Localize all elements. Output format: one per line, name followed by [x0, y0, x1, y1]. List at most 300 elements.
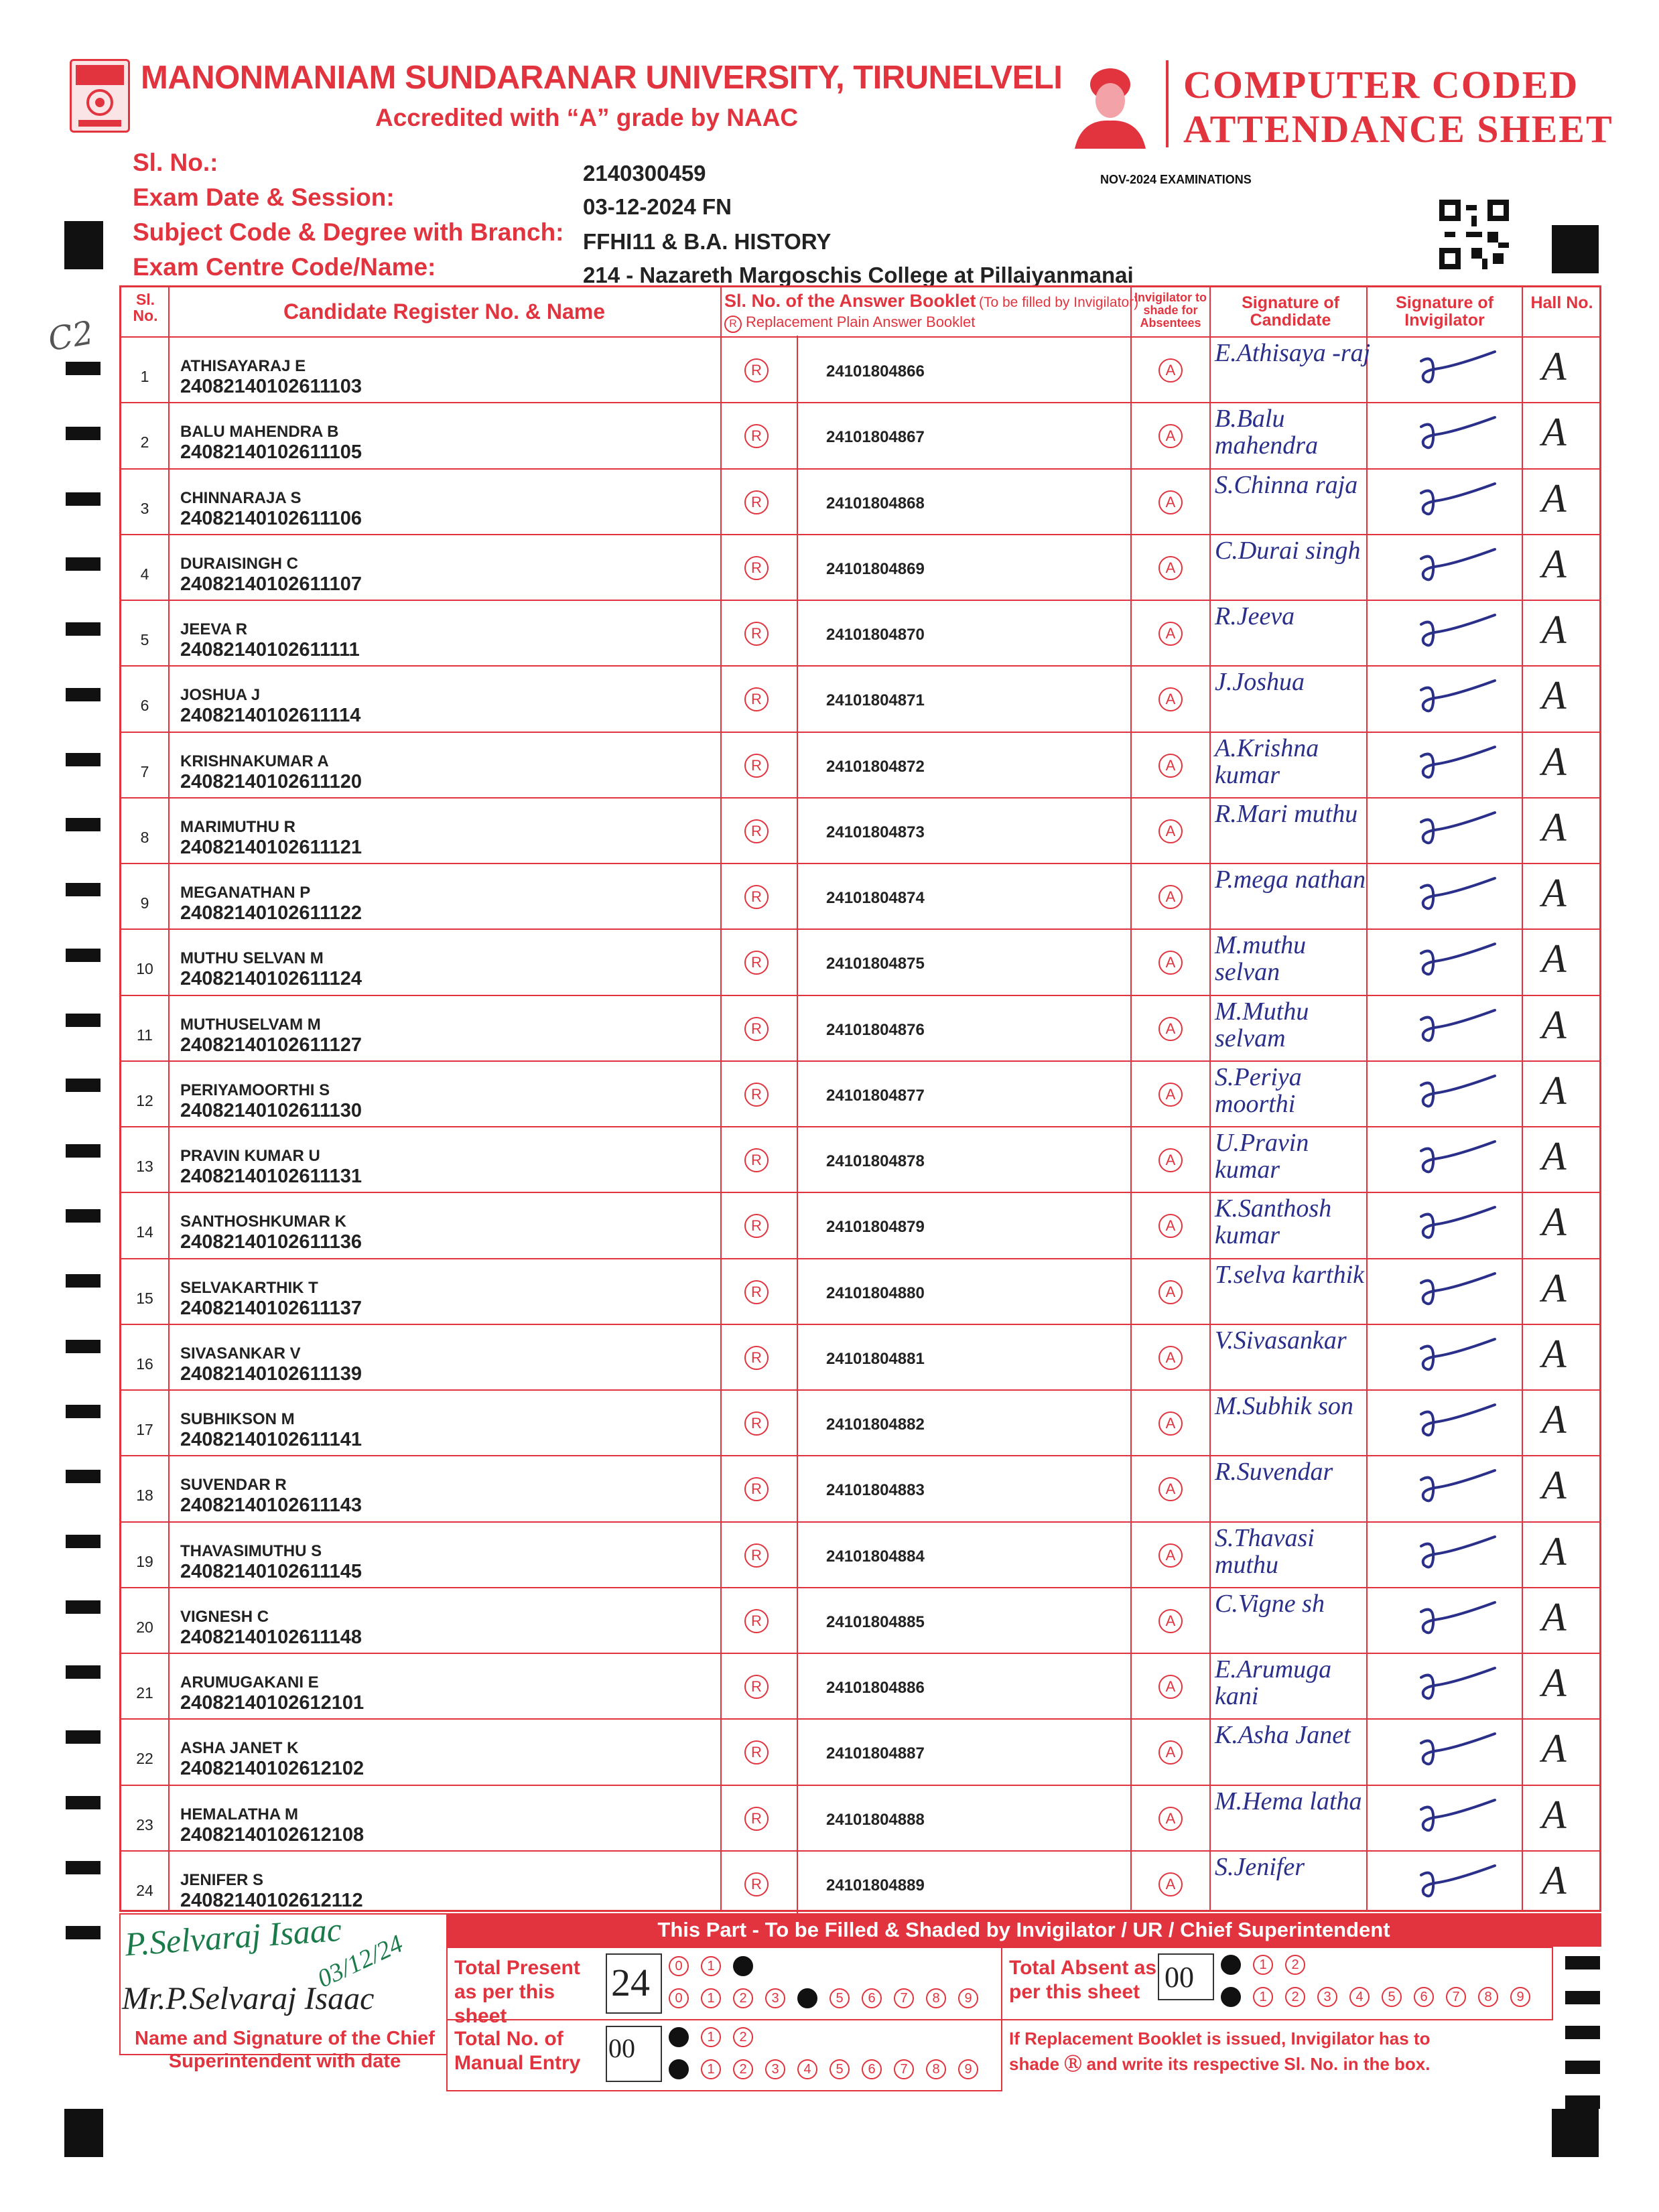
invigilator-signature — [1414, 1860, 1502, 1907]
timing-mark — [66, 362, 101, 375]
booklet-no: 24101804867 — [826, 428, 925, 447]
candidate-name: DURAISINGH C — [180, 554, 299, 573]
absent-bubble[interactable]: A — [1158, 687, 1183, 711]
candidate-signature: M.muthu selvan — [1215, 931, 1307, 987]
cs-date: 03/12/24 — [313, 1929, 407, 1994]
hall-no: A — [1542, 871, 1567, 915]
register-no: 24082140102611143 — [180, 1495, 362, 1517]
candidate-name: VIGNESH C — [180, 1607, 269, 1626]
university-logo — [70, 59, 130, 133]
hall-no: A — [1542, 1661, 1567, 1705]
invigilator-signature — [1414, 939, 1502, 985]
absent-tens-bubbles: 0 1 2 — [1221, 1955, 1317, 1975]
register-no: 24082140102611131 — [180, 1166, 362, 1187]
candidate-name: ATHISAYARAJ E — [180, 357, 306, 375]
hall-no: A — [1542, 1200, 1567, 1245]
row-sl-no: 4 — [140, 565, 149, 583]
candidate-name: MEGANATHAN P — [180, 884, 311, 902]
candidate-name: KRISHNAKUMAR A — [180, 752, 329, 770]
header-absentees: Invigilator to shade for Absentees — [1134, 291, 1207, 330]
table-row — [121, 600, 1599, 666]
invigilator-signature — [1414, 544, 1502, 591]
corner-mark-bottom-right — [1552, 2109, 1599, 2157]
replacement-bubble[interactable]: R — [744, 556, 769, 580]
sl-no-label: Sl. No.: — [133, 149, 218, 176]
absent-bubble[interactable]: A — [1158, 1214, 1183, 1238]
present-units-bubbles: 0 1 2 3 4 5 6 7 8 9 — [669, 1988, 990, 2008]
booklet-no: 24101804882 — [826, 1415, 925, 1434]
absent-bubble[interactable]: A — [1158, 424, 1183, 448]
booklet-no: 24101804872 — [826, 757, 925, 776]
row-sl-no: 12 — [136, 1091, 153, 1109]
table-row — [121, 1324, 1599, 1390]
hall-no: A — [1542, 937, 1567, 981]
absent-units-bubbles: 0 1 2 3 4 5 6 7 8 9 — [1221, 1987, 1542, 2007]
candidate-name: CHINNARAJA S — [180, 488, 302, 507]
replacement-bubble[interactable]: R — [744, 1543, 769, 1568]
invigilator-signature — [1414, 1005, 1502, 1052]
absent-bubble[interactable]: A — [1158, 1543, 1183, 1568]
hall-no: A — [1542, 673, 1567, 718]
replacement-bubble[interactable]: R — [744, 1346, 769, 1370]
absent-bubble[interactable]: A — [1158, 556, 1183, 580]
absent-label: Total Absent as per this sheet — [1009, 1957, 1157, 2003]
absent-bubble[interactable]: A — [1158, 1148, 1183, 1172]
absent-bubble[interactable]: A — [1158, 1346, 1183, 1370]
absent-bubble[interactable]: A — [1158, 885, 1183, 909]
register-no: 24082140102611130 — [180, 1099, 362, 1121]
timing-mark — [66, 427, 101, 440]
candidate-signature: C.Vigne sh — [1215, 1589, 1325, 1618]
register-no: 24082140102611141 — [180, 1429, 362, 1450]
header-booklet-title: Sl. No. of the Answer Booklet — [724, 291, 976, 311]
row-sl-no: 13 — [136, 1158, 153, 1175]
candidate-signature: B.Balu mahendra — [1215, 405, 1319, 460]
invigilator-signature — [1414, 1202, 1502, 1249]
header-replacement: Replacement Plain Answer Booklet — [746, 314, 976, 331]
candidate-name: JENIFER S — [180, 1870, 264, 1889]
candidate-name: MUTHUSELVAM M — [180, 1015, 321, 1034]
replacement-bubble[interactable]: R — [744, 1214, 769, 1238]
present-value: 24 — [611, 1961, 650, 2004]
booklet-no: 24101804886 — [826, 1679, 925, 1697]
invigilator-signature — [1414, 478, 1502, 525]
candidate-signature: E.Athisaya -raj — [1215, 339, 1371, 367]
row-sl-no: 22 — [136, 1750, 153, 1768]
absent-value: 00 — [1165, 1961, 1194, 1994]
table-row — [121, 798, 1599, 863]
booklet-no: 24101804878 — [826, 1152, 925, 1170]
table-row — [121, 1588, 1599, 1653]
timing-mark — [66, 1014, 101, 1027]
row-sl-no: 1 — [140, 368, 149, 385]
row-sl-no: 15 — [136, 1289, 153, 1307]
replacement-bubble[interactable]: R — [744, 1609, 769, 1633]
absent-bubble[interactable]: A — [1158, 1807, 1183, 1831]
invigilator-signature — [1414, 1268, 1502, 1315]
invigilator-signature — [1414, 1597, 1502, 1644]
replacement-bubble[interactable]: R — [744, 490, 769, 514]
register-no: 24082140102611121 — [180, 836, 362, 858]
absent-bubble[interactable]: A — [1158, 1609, 1183, 1633]
table-row — [121, 1390, 1599, 1456]
hall-no: A — [1542, 1002, 1567, 1047]
candidate-name: MUTHU SELVAN M — [180, 949, 324, 968]
replacement-bubble[interactable]: R — [744, 1148, 769, 1172]
footer-banner: This Part - To be Filled & Shaded by Invigilator / UR / Chief Superintendent — [446, 1913, 1601, 1947]
table-row — [121, 403, 1599, 468]
register-no: 24082140102611122 — [180, 902, 362, 924]
register-no: 24082140102611139 — [180, 1363, 362, 1385]
timing-mark — [66, 557, 101, 571]
candidate-signature: R.Mari muthu — [1215, 799, 1358, 828]
candidate-signature: M.Hema latha — [1215, 1787, 1362, 1815]
table-row — [121, 995, 1599, 1061]
subject-value: FFHI11 & B.A. HISTORY — [583, 229, 832, 254]
hall-no: A — [1542, 1594, 1567, 1639]
present-tens-bubbles: 0 1 2 — [669, 1956, 765, 1976]
absent-bubble[interactable]: A — [1158, 490, 1183, 514]
hall-no: A — [1542, 1792, 1567, 1837]
register-no: 24082140102611111 — [180, 639, 360, 661]
hall-no: A — [1542, 805, 1567, 849]
booklet-no: 24101804889 — [826, 1876, 925, 1894]
timing-mark — [66, 1861, 101, 1874]
manual-units-bubbles: 0 1 2 3 4 5 6 7 8 9 — [669, 2059, 990, 2079]
row-sl-no: 3 — [140, 499, 149, 517]
header-sl-no: Sl. No. — [133, 291, 158, 325]
candidate-signature: S.Jenifer — [1215, 1852, 1305, 1881]
sheet-title-line1: COMPUTER CODED — [1183, 63, 1579, 107]
absent-bubble[interactable]: A — [1158, 951, 1183, 975]
booklet-no: 24101804879 — [826, 1218, 925, 1237]
booklet-no: 24101804875 — [826, 955, 925, 973]
candidate-name: JEEVA R — [180, 620, 248, 638]
invigilator-signature — [1414, 873, 1502, 920]
replacement-bubble[interactable]: R — [744, 622, 769, 646]
timing-mark — [66, 1274, 101, 1288]
timing-mark — [66, 1079, 101, 1092]
candidate-name: HEMALATHA M — [180, 1805, 298, 1823]
invigilator-signature — [1414, 807, 1502, 854]
row-sl-no: 19 — [136, 1552, 153, 1570]
header-candidate: Candidate Register No. & Name — [283, 299, 606, 324]
table-row — [121, 1456, 1599, 1521]
booklet-no: 24101804866 — [826, 362, 925, 381]
invigilator-signature — [1414, 1070, 1502, 1117]
timing-mark — [66, 753, 101, 766]
replacement-note: If Replacement Booklet is issued, Invigilator has to shade Ⓡ and write its respective Sl. No. in the box. — [1009, 2028, 1431, 2074]
candidate-name: MARIMUTHU R — [180, 817, 295, 836]
candidate-name: SUVENDAR R — [180, 1476, 287, 1495]
absent-bubble[interactable]: A — [1158, 1280, 1183, 1304]
corner-mark-top-left — [64, 221, 103, 269]
replacement-bubble[interactable]: R — [744, 1807, 769, 1831]
timing-mark — [66, 949, 101, 962]
candidate-name: SANTHOSHKUMAR K — [180, 1213, 346, 1231]
candidate-name: PRAVIN KUMAR U — [180, 1147, 320, 1165]
invigilator-signature — [1414, 1334, 1502, 1381]
row-sl-no: 8 — [140, 828, 149, 846]
row-sl-no: 16 — [136, 1355, 153, 1373]
booklet-no: 24101804874 — [826, 889, 925, 907]
replacement-bubble[interactable]: R — [744, 754, 769, 778]
row-sl-no: 11 — [137, 1026, 153, 1044]
absent-bubble[interactable]: A — [1158, 1083, 1183, 1107]
candidate-signature: J.Joshua — [1215, 668, 1305, 697]
timing-mark-right — [1565, 2026, 1600, 2039]
candidate-name: JOSHUA J — [180, 686, 261, 705]
invigilator-signature — [1414, 1136, 1502, 1183]
candidate-signature: K.Santhosh kumar — [1215, 1194, 1332, 1250]
absent-bubble[interactable]: A — [1158, 819, 1183, 843]
table-row — [121, 337, 1599, 403]
candidate-name: THAVASIMUTHU S — [180, 1541, 322, 1560]
absent-bubble[interactable]: A — [1158, 1017, 1183, 1041]
invigilator-signature — [1414, 1531, 1502, 1578]
manual-value: 00 — [608, 2033, 635, 2063]
booklet-no: 24101804876 — [826, 1020, 925, 1039]
replacement-bubble[interactable]: R — [744, 885, 769, 909]
corner-mark-bottom-left — [64, 2109, 103, 2157]
absent-bubble[interactable]: A — [1158, 1477, 1183, 1501]
margin-note: C2 — [45, 314, 96, 359]
hall-no: A — [1542, 1331, 1567, 1376]
row-sl-no: 5 — [140, 631, 149, 648]
booklet-no: 24101804880 — [826, 1284, 925, 1302]
exam-date-label: Exam Date & Session: — [133, 184, 395, 211]
header-sig-candidate: Signature of Candidate — [1242, 293, 1339, 330]
register-no: 24082140102611103 — [180, 376, 362, 397]
timing-mark — [66, 622, 101, 636]
register-no: 24082140102612102 — [180, 1758, 364, 1780]
candidate-name: ASHA JANET K — [180, 1739, 299, 1758]
present-label: Total Present as per this sheet — [454, 1957, 580, 2027]
qr-code — [1439, 200, 1509, 269]
replacement-bubble[interactable]: R — [744, 951, 769, 975]
candidate-signature: U.Pravin kumar — [1215, 1129, 1309, 1184]
booklet-no: 24101804871 — [826, 691, 925, 710]
candidate-signature: R.Jeeva — [1215, 602, 1295, 630]
replacement-bubble[interactable]: R — [744, 1280, 769, 1304]
hall-no: A — [1542, 1726, 1567, 1771]
hall-no: A — [1542, 1068, 1567, 1113]
candidate-name: ARUMUGAKANI E — [180, 1673, 319, 1691]
register-no: 24082140102611120 — [180, 770, 362, 792]
row-sl-no: 7 — [140, 762, 149, 780]
header-hall: Hall No. — [1530, 293, 1593, 312]
register-no: 24082140102611137 — [180, 1297, 362, 1319]
timing-mark — [66, 1535, 101, 1548]
absent-bubble[interactable]: A — [1158, 1872, 1183, 1896]
candidate-signature: S.Periya moorthi — [1215, 1062, 1302, 1118]
timing-mark — [66, 1665, 101, 1679]
register-no: 24082140102611106 — [180, 507, 362, 529]
replacement-bubble[interactable]: R — [744, 1872, 769, 1896]
timing-mark — [66, 1600, 101, 1614]
manual-label: Total No. of Manual Entry — [454, 2028, 581, 2074]
row-sl-no: 23 — [136, 1815, 153, 1834]
replacement-bubble[interactable]: R — [744, 1740, 769, 1765]
hall-no: A — [1542, 410, 1567, 455]
timing-mark — [66, 1340, 101, 1353]
timing-mark — [66, 1209, 101, 1223]
invigilator-signature — [1414, 412, 1502, 459]
attendance-table — [119, 285, 1601, 1912]
booklet-no: 24101804884 — [826, 1547, 925, 1566]
table-row — [121, 929, 1599, 995]
row-sl-no: 10 — [136, 960, 153, 978]
absent-bubble[interactable]: A — [1158, 1740, 1183, 1765]
sheet-title-line2: ATTENDANCE SHEET — [1183, 107, 1613, 151]
table-row — [121, 1522, 1599, 1588]
timing-mark-right — [1565, 1956, 1600, 1969]
header-booklet-note: (To be filled by Invigilator) — [979, 295, 1139, 310]
candidate-signature: S.Thavasi muthu — [1215, 1523, 1315, 1579]
cs-label: Name and Signature of the Chief Superintendent with date — [135, 2028, 435, 2072]
candidate-name: PERIYAMOORTHI S — [180, 1081, 330, 1099]
absent-bubble[interactable]: A — [1158, 1411, 1183, 1436]
row-sl-no: 14 — [136, 1223, 153, 1241]
register-no: 24082140102611127 — [180, 1034, 362, 1056]
timing-mark — [66, 1405, 101, 1418]
invigilator-signature — [1414, 1465, 1502, 1512]
register-no: 24082140102611105 — [180, 441, 362, 464]
table-row — [121, 1061, 1599, 1127]
hall-no: A — [1542, 1529, 1567, 1574]
candidate-signature: T.selva karthik — [1215, 1260, 1365, 1289]
booklet-no: 24101804877 — [826, 1086, 925, 1105]
candidate-signature: M.Subhik son — [1215, 1392, 1353, 1420]
table-row — [121, 535, 1599, 600]
absent-bubble[interactable]: A — [1158, 622, 1183, 646]
invigilator-signature — [1414, 1795, 1502, 1842]
replacement-symbol: R — [724, 316, 742, 333]
cs-signature-2: Mr.P.Selvaraj Isaac — [122, 1981, 375, 2016]
table-row — [121, 1192, 1599, 1258]
centre-value: 214 - Nazareth Margoschis College at Pillaiyanmanai — [583, 263, 1134, 287]
university-name: MANONMANIAM SUNDARANAR UNIVERSITY, TIRUNELVELI — [141, 60, 1063, 96]
table-row — [121, 1127, 1599, 1192]
corner-mark-top-right — [1552, 225, 1599, 273]
booklet-no: 24101804888 — [826, 1810, 925, 1829]
founder-portrait — [1068, 59, 1152, 149]
table-row — [121, 469, 1599, 535]
subject-label: Subject Code & Degree with Branch: — [133, 218, 564, 246]
examinations-label: NOV-2024 EXAMINATIONS — [1100, 173, 1252, 186]
timing-mark — [66, 1926, 101, 1939]
candidate-signature: S.Chinna raja — [1215, 470, 1358, 499]
booklet-no: 24101804883 — [826, 1481, 925, 1500]
row-sl-no: 2 — [140, 433, 149, 452]
cs-signature-1: P.Selvaraj Isaac — [123, 1910, 343, 1963]
header-divider — [1166, 60, 1169, 147]
replacement-bubble[interactable]: R — [744, 819, 769, 843]
accreditation: Accredited with “A” grade by NAAC — [375, 104, 799, 131]
row-sl-no: 20 — [136, 1618, 153, 1636]
absent-bubble[interactable]: A — [1158, 754, 1183, 778]
replacement-bubble[interactable]: R — [744, 358, 769, 383]
candidate-signature: R.Suvendar — [1215, 1458, 1333, 1487]
replacement-bubble[interactable]: R — [744, 424, 769, 448]
hall-no: A — [1542, 608, 1567, 652]
timing-mark-right — [1565, 2061, 1600, 2074]
replacement-bubble[interactable]: R — [744, 1411, 769, 1436]
invigilator-signature — [1414, 675, 1502, 722]
timing-mark — [66, 1470, 101, 1483]
absent-bubble[interactable]: A — [1158, 358, 1183, 383]
register-no: 24082140102611148 — [180, 1626, 362, 1648]
row-sl-no: 9 — [140, 894, 149, 912]
candidate-signature: M.Muthu selvam — [1215, 997, 1309, 1052]
candidate-signature: V.Sivasankar — [1215, 1326, 1347, 1355]
timing-mark — [66, 492, 101, 506]
hall-no: A — [1542, 1463, 1567, 1508]
row-sl-no: 21 — [136, 1684, 153, 1702]
invigilator-signature — [1414, 1663, 1502, 1710]
replacement-bubble[interactable]: R — [744, 1477, 769, 1501]
register-no: 24082140102612112 — [180, 1889, 363, 1911]
table-row — [121, 1851, 1599, 1917]
invigilator-signature — [1414, 346, 1502, 393]
timing-mark-right — [1565, 2095, 1600, 2109]
timing-mark — [66, 883, 101, 896]
hall-no: A — [1542, 1858, 1567, 1903]
hall-no: A — [1542, 739, 1567, 784]
table-row — [121, 1785, 1599, 1851]
sl-no-value: 2140300459 — [583, 161, 706, 186]
invigilator-signature — [1414, 1399, 1502, 1446]
hall-no: A — [1542, 344, 1567, 389]
register-no: 24082140102612108 — [180, 1823, 364, 1846]
replacement-bubble[interactable]: R — [744, 1675, 769, 1699]
timing-mark — [66, 1730, 101, 1744]
header-booklet — [722, 291, 1139, 333]
booklet-no: 24101804869 — [826, 559, 925, 578]
register-no: 24082140102611124 — [180, 968, 362, 990]
register-no: 24082140102611145 — [180, 1560, 362, 1582]
replacement-bubble[interactable]: R — [744, 687, 769, 711]
timing-mark — [66, 688, 101, 701]
invigilator-signature — [1414, 610, 1502, 656]
exam-date-value: 03-12-2024 FN — [583, 194, 732, 219]
booklet-no: 24101804881 — [826, 1349, 925, 1368]
table-row — [121, 1653, 1599, 1719]
row-sl-no: 24 — [136, 1881, 153, 1899]
row-sl-no: 17 — [136, 1421, 153, 1438]
candidate-name: SIVASANKAR V — [180, 1344, 301, 1363]
header-sig-invigilator: Signature of Invigilator — [1396, 293, 1494, 330]
candidate-name: BALU MAHENDRA B — [180, 423, 339, 441]
booklet-no: 24101804870 — [826, 626, 925, 644]
register-no: 24082140102611107 — [180, 573, 362, 595]
row-sl-no: 6 — [140, 697, 149, 715]
invigilator-signature — [1414, 742, 1502, 788]
invigilator-signature — [1414, 1728, 1502, 1775]
candidate-name: SUBHIKSON M — [180, 1410, 295, 1428]
replacement-bubble[interactable]: R — [744, 1017, 769, 1041]
row-sl-no: 18 — [136, 1487, 153, 1505]
hall-no: A — [1542, 476, 1567, 521]
centre-label: Exam Centre Code/Name: — [133, 253, 436, 281]
hall-no: A — [1542, 1397, 1567, 1442]
timing-mark-right — [1565, 1991, 1600, 2004]
candidate-signature: C.Durai singh — [1215, 536, 1361, 565]
table-row — [121, 863, 1599, 929]
absent-bubble[interactable]: A — [1158, 1675, 1183, 1699]
sheet-title — [1183, 63, 1613, 151]
replacement-bubble[interactable]: R — [744, 1083, 769, 1107]
